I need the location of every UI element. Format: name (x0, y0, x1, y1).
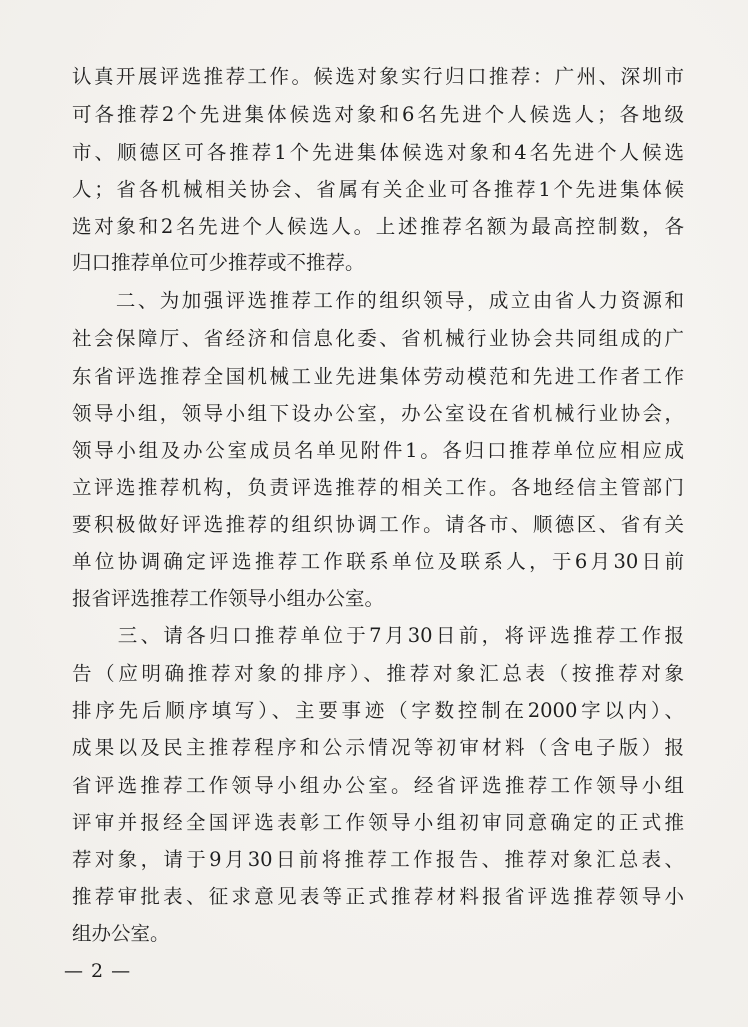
text-line: 要积极做好评选推荐的组织协调工作。请各市、顺德区、省有关 (72, 513, 684, 536)
text-line: 单位协调确定评选推荐工作联系单位及联系人，于6月30日前 (72, 550, 684, 573)
text-line: 认真开展评选推荐工作。候选对象实行归口推荐：广州、深圳市 (72, 65, 684, 88)
text-line: 组办公室。 (72, 922, 170, 945)
text-line: 排序先后顺序填写）、主要事迹（字数控制在2000字以内）、 (72, 699, 684, 722)
text-line: 社会保障厅、省经济和信息化委、省机械行业协会共同组成的广 (72, 327, 684, 350)
text-line: 领导小组及办公室成员名单见附件1。各归口推荐单位应相应成 (72, 439, 684, 462)
text-line: 立评选推荐机构，负责评选推荐的相关工作。各地经信主管部门 (72, 476, 684, 499)
text-line: 告（应明确推荐对象的排序）、推荐对象汇总表（按推荐对象 (72, 662, 684, 685)
text-line: 二、为加强评选推荐工作的组织领导，成立由省人力资源和 (72, 289, 684, 312)
text-line: 荐对象，请于9月30日前将推荐工作报告、推荐对象汇总表、 (72, 848, 684, 871)
page-number: — 2 — (64, 960, 132, 982)
text-line: 可各推荐2个先进集体候选对象和6名先进个人候选人；各地级 (72, 103, 684, 126)
text-line: 人；省各机械相关协会、省属有关企业可各推荐1个先进集体候 (72, 178, 684, 201)
text-line: 报省评选推荐工作领导小组办公室。 (72, 587, 385, 610)
text-line: 评审并报经全国评选表彰工作领导小组初审同意确定的正式推 (72, 811, 684, 834)
text-line: 成果以及民主推荐程序和公示情况等初审材料（含电子版）报 (72, 736, 684, 759)
text-line: 领导小组，领导小组下设办公室，办公室设在省机械行业协会， (72, 402, 684, 425)
text-line: 归口推荐单位可少推荐或不推荐。 (72, 251, 365, 274)
text-line: 推荐审批表、征求意见表等正式推荐材料报省评选推荐领导小 (72, 885, 684, 908)
text-line: 三、请各归口推荐单位于7月30日前，将评选推荐工作报 (72, 624, 684, 647)
text-line: 市、顺德区可各推荐1个先进集体候选对象和4名先进个人候选 (72, 141, 684, 164)
text-line: 选对象和2名先进个人候选人。上述推荐名额为最高控制数，各 (72, 215, 684, 238)
text-line: 省评选推荐工作领导小组办公室。经省评选推荐工作领导小组 (72, 774, 684, 797)
text-line: 东省评选推荐全国机械工业先进集体劳动模范和先进工作者工作 (72, 365, 684, 388)
